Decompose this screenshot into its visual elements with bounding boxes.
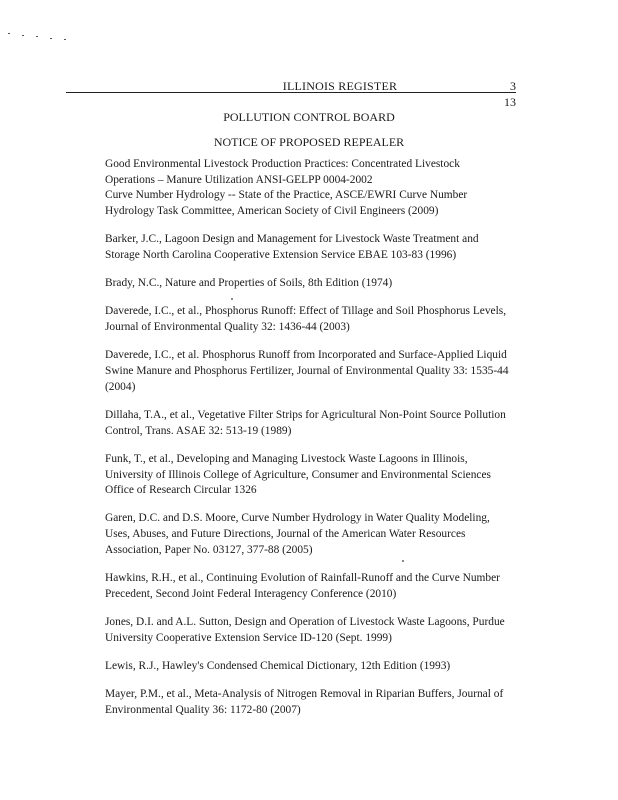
reference-line: Journal of Environmental Quality 32: 1436-44 (2003) — [105, 321, 350, 334]
reference-entry — [105, 157, 535, 220]
page-number: 3 — [510, 79, 516, 93]
reference-line: Brady, N.C., Nature and Properties of Soils, 8th Edition (1974) — [105, 277, 393, 290]
reference-line: Control, Trans. ASAE 32: 513-19 (1989) — [105, 424, 292, 437]
reference-entry — [105, 659, 535, 675]
reference-line: Storage North Carolina Cooperative Extension Service EBAE 103-83 (1996) — [105, 249, 457, 262]
reference-line: Curve Number Hydrology -- State of the Practice, ASCE/EWRI Curve Number — [105, 189, 468, 202]
reference-line: Daverede, I.C., et al., Phosphorus Runoff: Effect of Tillage and Soil Phosphorus Levels, — [105, 305, 507, 318]
reference-line: Hydrology Task Committee, American Society of Civil Engineers (2009) — [105, 205, 439, 218]
reference-line: Lewis, R.J., Hawley's Condensed Chemical Dictionary, 12th Edition (1993) — [105, 659, 451, 672]
reference-line: Mayer, P.M., et al., Meta-Analysis of Nitrogen Removal in Riparian Buffers, Journal of — [105, 688, 504, 701]
register-title: ILLINOIS REGISTER — [282, 79, 398, 93]
reference-line: Uses, Abuses, and Future Directions, Journal of the American Water Resources — [105, 528, 466, 541]
reference-line: Good Environmental Livestock Production Practices: Concentrated Livestock — [105, 158, 460, 170]
agency-title: POLLUTION CONTROL BOARD — [223, 110, 395, 124]
reference-line: University of Illinois College of Agriculture, Consumer and Environmental Sciences — [105, 468, 491, 481]
scan-dot — [402, 560, 404, 562]
scan-speck — [50, 38, 52, 39]
reference-entry — [105, 687, 535, 718]
reference-line: University Cooperative Extension Service ID-120 (Sept. 1999) — [105, 631, 392, 644]
reference-entry — [105, 304, 535, 335]
scan-speck — [22, 35, 24, 36]
reference-entry — [105, 571, 535, 602]
reference-entry — [105, 408, 535, 439]
reference-line: Operations – Manure Utilization ANSI-GELPP 0004-2002 — [105, 173, 373, 186]
reference-line: Dillaha, T.A., et al., Vegetative Filter Strips for Agricultural Non-Point Source Pollution — [105, 408, 506, 421]
reference-line: Barker, J.C., Lagoon Design and Management for Livestock Waste Treatment and — [105, 233, 479, 246]
reference-entry — [105, 232, 535, 263]
reference-line: Hawkins, R.H., et al., Continuing Evolution of Rainfall-Runoff and the Curve Number — [105, 572, 500, 585]
reference-line: (2004) — [105, 380, 136, 393]
reference-list — [105, 157, 535, 731]
reference-line: Swine Manure and Phosphorus Fertilizer, Journal of Environmental Quality 33: 1535-44 — [105, 365, 509, 378]
scan-speck — [64, 39, 66, 40]
reference-line: Jones, D.I. and A.L. Sutton, Design and Operation of Livestock Waste Lagoons, Purdue — [105, 615, 505, 628]
scan-dot — [231, 298, 233, 300]
reference-entry — [105, 511, 535, 558]
reference-line: Garen, D.C. and D.S. Moore, Curve Number Hydrology in Water Quality Modeling, — [105, 512, 490, 525]
reference-line: Office of Research Circular 1326 — [105, 484, 257, 497]
register-header — [66, 80, 516, 93]
reference-entry — [105, 452, 535, 499]
scan-speck — [36, 36, 38, 37]
reference-line: Environmental Quality 36: 1172-80 (2007) — [105, 703, 301, 716]
reference-entry — [105, 615, 535, 646]
reference-entry — [105, 276, 535, 292]
reference-line: Daverede, I.C., et al. Phosphorus Runoff from Incorporated and Surface-Applied Liquid — [105, 349, 507, 362]
notice-title: NOTICE OF PROPOSED REPEALER — [213, 135, 405, 149]
reference-line: Funk, T., et al., Developing and Managing Livestock Waste Lagoons in Illinois, — [105, 452, 468, 465]
reference-entry — [105, 348, 535, 395]
reference-line: Association, Paper No. 03127, 377-88 (2005) — [105, 543, 313, 556]
issue-number: 13 — [504, 95, 516, 109]
scan-speck — [8, 33, 10, 34]
reference-line: Precedent, Second Joint Federal Interagency Conference (2010) — [105, 587, 397, 600]
